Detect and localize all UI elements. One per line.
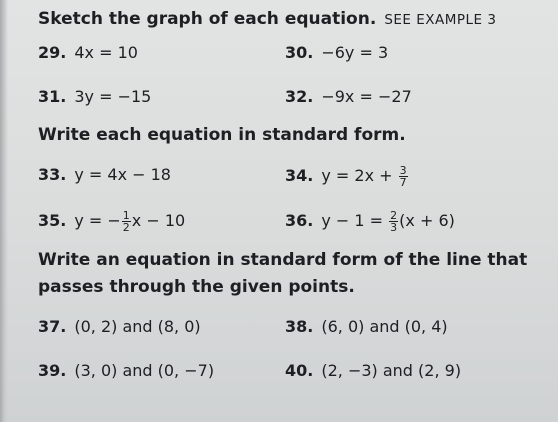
exercise-31 <box>38 87 151 107</box>
exercise-number: 39. <box>38 361 67 380</box>
exercise-number: 35. <box>38 211 67 230</box>
fraction-denominator: 7 <box>399 176 407 189</box>
heading-two-points-text-2: passes through the given points. <box>38 277 355 297</box>
exercise-33 <box>38 165 171 185</box>
exercise-34 <box>285 165 409 188</box>
exercise-number: 29. <box>38 43 67 62</box>
exercise-points: (6, 0) and (0, 4) <box>321 317 448 336</box>
fraction-numerator: 2 <box>390 209 398 222</box>
exercise-38 <box>285 317 448 337</box>
exercise-points: (2, −3) and (2, 9) <box>321 361 462 380</box>
heading-standard-form-text: Write each equation in standard form. <box>38 125 406 145</box>
exercise-equation: y − 1 = <box>321 211 384 230</box>
see-example-reference: SEE EXAMPLE 3 <box>384 12 497 28</box>
exercise-number: 32. <box>285 87 314 106</box>
fraction <box>399 165 408 188</box>
exercise-40 <box>285 361 461 381</box>
fraction-denominator: 2 <box>122 221 130 234</box>
exercise-36 <box>285 210 455 233</box>
exercise-points: (3, 0) and (0, −7) <box>74 361 215 380</box>
section-heading-two-points-line1 <box>38 250 527 270</box>
fraction-numerator: 1 <box>122 209 130 222</box>
fraction <box>389 210 398 233</box>
exercise-39 <box>38 361 214 381</box>
page-binding-shadow <box>0 0 8 422</box>
exercise-equation: 3y = −15 <box>74 87 152 106</box>
exercise-number: 38. <box>285 317 314 336</box>
exercise-equation-tail: (x + 6) <box>399 211 455 230</box>
exercise-points: (0, 2) and (8, 0) <box>74 317 201 336</box>
exercise-29 <box>38 43 138 63</box>
fraction-numerator: 3 <box>399 164 407 177</box>
heading-two-points-text-1: Write an equation in standard form of the line that <box>38 250 528 270</box>
exercise-equation: y = 2x + <box>321 166 393 185</box>
exercise-equation: y = − <box>74 211 121 230</box>
exercise-number: 33. <box>38 165 67 184</box>
exercise-equation: −6y = 3 <box>321 43 389 62</box>
exercise-equation: 4x = 10 <box>74 43 138 62</box>
exercise-equation: −9x = −27 <box>321 87 412 106</box>
exercise-number: 40. <box>285 361 314 380</box>
exercise-equation: y = 4x − 18 <box>74 165 171 184</box>
exercise-35 <box>38 210 185 233</box>
exercise-number: 36. <box>285 211 314 230</box>
section-heading-sketch <box>38 9 496 30</box>
exercise-number: 31. <box>38 87 67 106</box>
exercise-number: 37. <box>38 317 67 336</box>
fraction-denominator: 3 <box>390 221 398 234</box>
heading-sketch-text: Sketch the graph of each equation. <box>38 9 377 29</box>
exercise-30 <box>285 43 388 63</box>
exercise-number: 34. <box>285 166 314 185</box>
section-heading-two-points-line2 <box>38 277 355 297</box>
exercise-equation-tail: x − 10 <box>131 211 186 230</box>
fraction <box>122 210 131 233</box>
exercise-number: 30. <box>285 43 314 62</box>
exercise-32 <box>285 87 412 107</box>
exercise-37 <box>38 317 201 337</box>
section-heading-standard-form <box>38 125 406 145</box>
